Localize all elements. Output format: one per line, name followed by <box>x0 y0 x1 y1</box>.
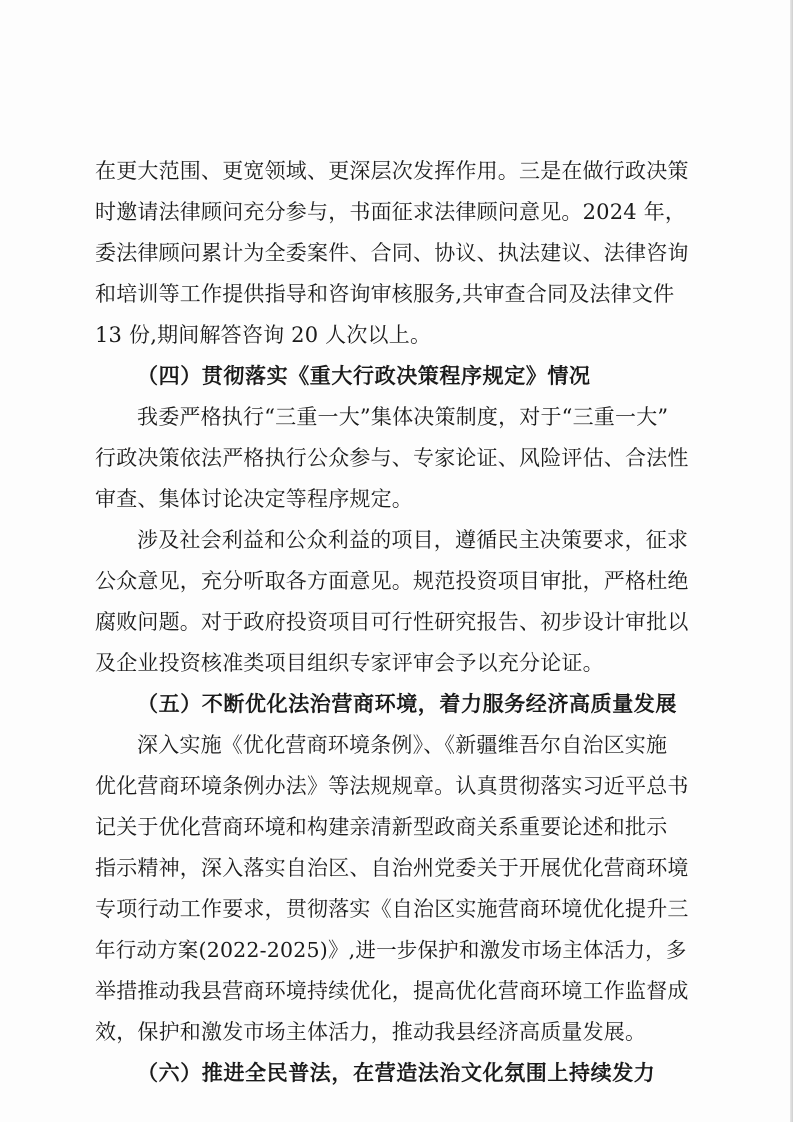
body-text-line: 效，保护和激发市场主体活力，推动我县经济高质量发展。 <box>95 1020 647 1044</box>
body-text-line: 指示精神，深入落实自治区、自治州党委关于开展优化营商环境 <box>95 856 689 880</box>
body-text-line: 举措推动我县营商环境持续优化，提高优化营商环境工作监督成 <box>95 979 689 1003</box>
paragraph-first-line: 我委严格执行“三重一大”集体决策制度，对于“三重一大” <box>137 405 669 429</box>
body-text-line: 在更大范围、更宽领域、更深层次发挥作用。三是在做行政决策 <box>95 159 689 183</box>
section-heading-4: （四）贯彻落实《重大行政决策程序规定》情况 <box>137 363 591 388</box>
body-text-line: 行政决策依法严格执行公众参与、专家论证、风险评估、合法性 <box>95 446 689 470</box>
body-text-line: 委法律顾问累计为全委案件、合同、协议、执法建议、法律咨询 <box>95 241 689 265</box>
body-text-line: 年行动方案(2022-2025)》,进一步保护和激发市场主体活力，多 <box>95 938 687 962</box>
body-text-line: 公众意见，充分听取各方面意见。规范投资项目审批，严格杜绝 <box>95 569 689 593</box>
paragraph-first-line: 深入实施《优化营商环境条例》、《新疆维吾尔自治区实施 <box>137 733 668 757</box>
paragraph-first-line: 涉及社会利益和公众利益的项目，遵循民主决策要求，征求 <box>137 528 689 552</box>
body-text-line: 及企业投资核准类项目组织专家评审会予以充分论证。 <box>95 651 604 675</box>
section-heading-5: （五）不断优化法治营商环境，着力服务经济高质量发展 <box>137 691 677 716</box>
section-heading-6: （六）推进全民普法，在营造法治文化氛围上持续发力 <box>137 1060 656 1085</box>
body-text-line: 13 份,期间解答咨询 20 人次以上。 <box>95 323 432 347</box>
body-text-line: 专项行动工作要求，贯彻落实《自治区实施营商环境优化提升三 <box>95 897 689 921</box>
body-text-line: 优化营商环境条例办法》等法规规章。认真贯彻落实习近平总书 <box>95 774 689 798</box>
body-text-line: 审查、集体讨论决定等程序规定。 <box>95 487 413 511</box>
body-text-line: 记关于优化营商环境和构建亲清新型政商关系重要论述和批示 <box>95 815 668 839</box>
body-text-line: 时邀请法律顾问充分参与，书面征求法律顾问意见。2024 年， <box>95 200 687 224</box>
body-text-line: 和培训等工作提供指导和咨询审核服务,共审查合同及法律文件 <box>95 282 675 306</box>
body-text-line: 腐败问题。对于政府投资项目可行性研究报告、初步设计审批以 <box>95 610 689 634</box>
